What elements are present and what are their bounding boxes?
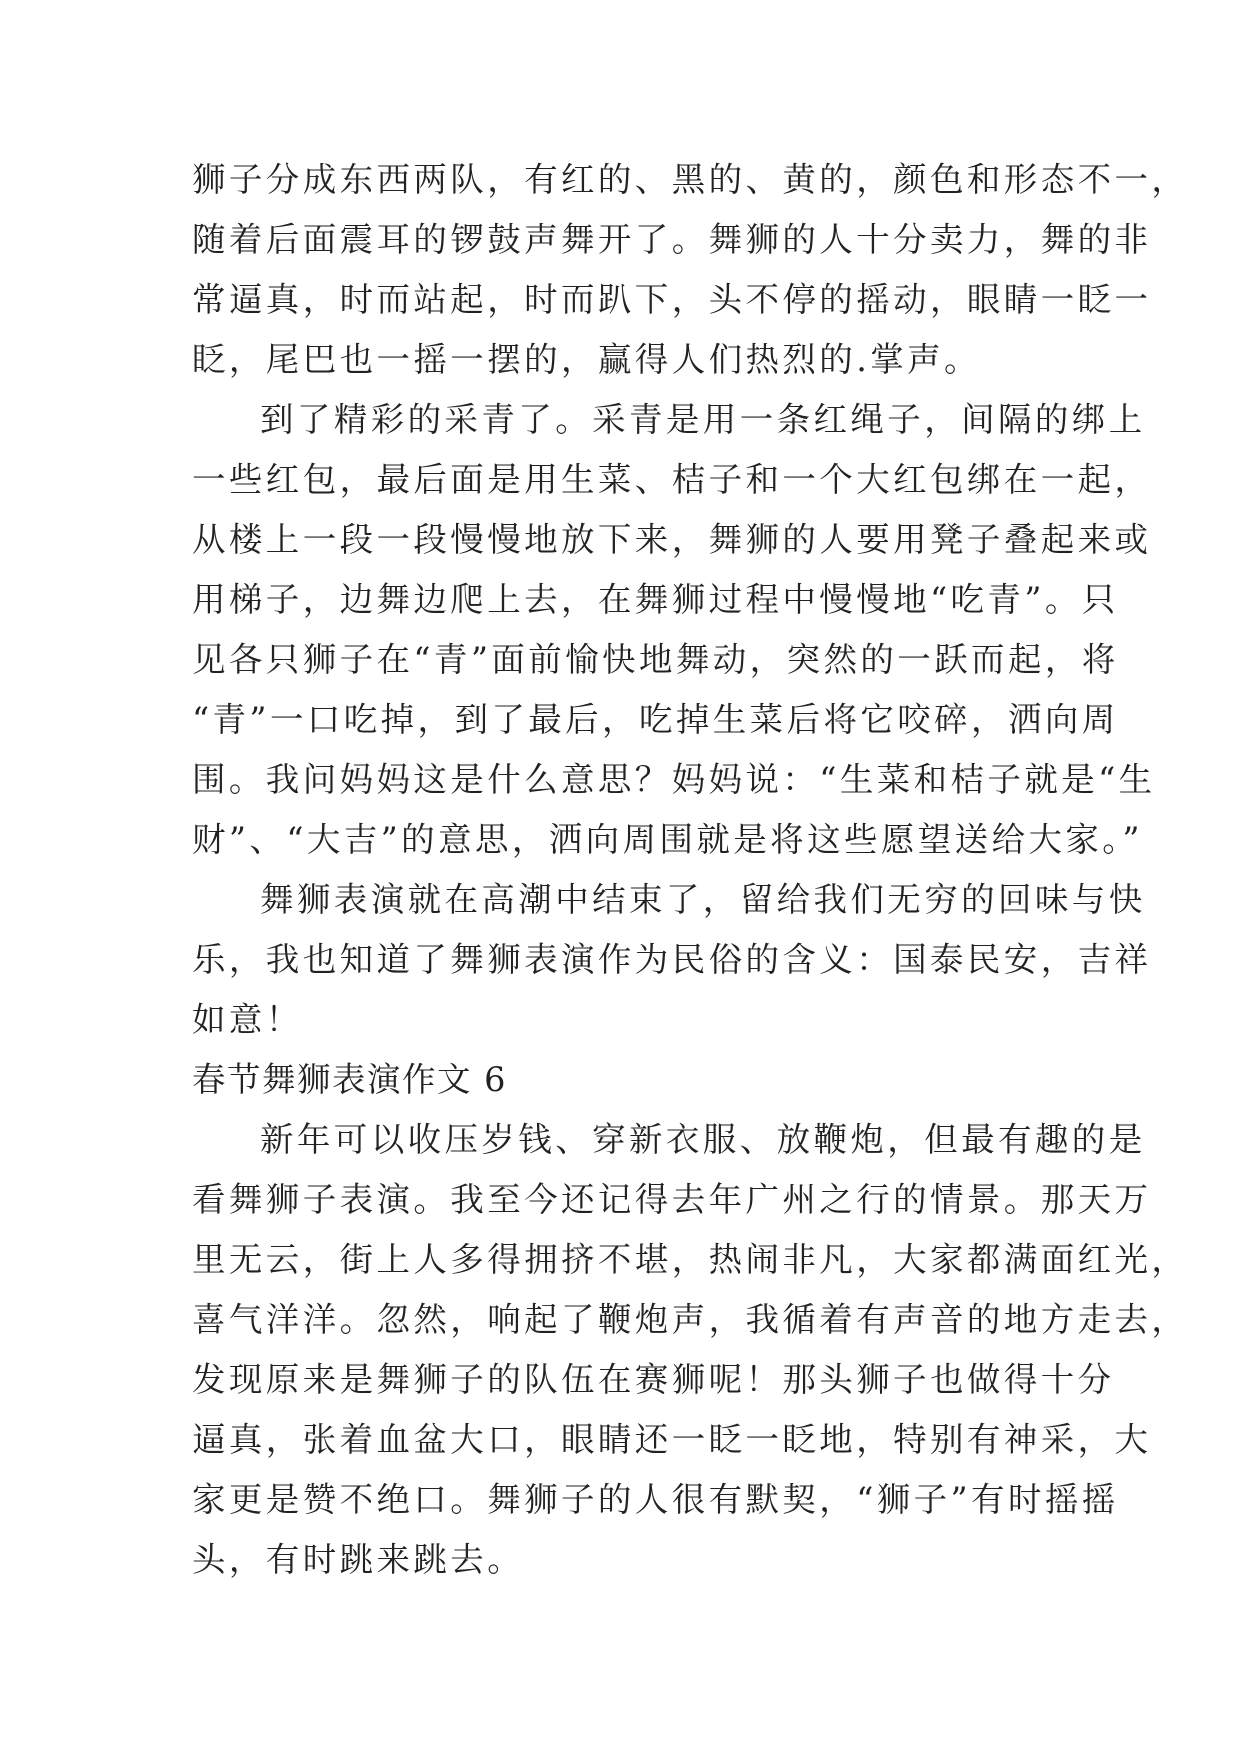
text-line-11: 围。我问妈妈这是什么意思？妈妈说：“生菜和桔子就是“生 xyxy=(192,760,1156,799)
text-line-1: 狮子分成东西两队，有红的、黑的、黄的，颜色和形态不一， xyxy=(192,160,1189,199)
text-line-17: 新年可以收压岁钱、穿新衣服、放鞭炮，但最有趣的是 xyxy=(260,1120,1146,1159)
text-line-23: 家更是赞不绝口。舞狮子的人很有默契，“狮子”有时摇摇 xyxy=(192,1480,1119,1519)
text-line-7: 从楼上一段一段慢慢地放下来，舞狮的人要用凳子叠起来或 xyxy=(192,520,1152,559)
text-line-2: 随着后面震耳的锣鼓声舞开了。舞狮的人十分卖力，舞的非 xyxy=(192,220,1152,259)
section-heading: 春节舞狮表演作文 6 xyxy=(192,1060,507,1099)
text-line-10: “青”一口吃掉，到了最后，吃掉生菜后将它咬碎，洒向周 xyxy=(192,700,1119,739)
text-line-6: 一些红包，最后面是用生菜、桔子和一个大红包绑在一起， xyxy=(192,460,1152,499)
text-line-20: 喜气洋洋。忽然，响起了鞭炮声，我循着有声音的地方走去， xyxy=(192,1300,1189,1339)
text-line-21: 发现原来是舞狮子的队伍在赛狮呢！那头狮子也做得十分 xyxy=(192,1360,1115,1399)
text-line-5: 到了精彩的采青了。采青是用一条红绳子，间隔的绑上 xyxy=(260,400,1146,439)
text-line-14: 乐，我也知道了舞狮表演作为民俗的含义：国泰民安，吉祥 xyxy=(192,940,1152,979)
text-line-19: 里无云，街上人多得拥挤不堪，热闹非凡，大家都满面红光， xyxy=(192,1240,1189,1279)
document-body xyxy=(192,150,1189,1590)
text-line-15: 如意！ xyxy=(192,1000,303,1039)
text-line-22: 逼真，张着血盆大口，眼睛还一眨一眨地，特别有神采，大 xyxy=(192,1420,1152,1459)
text-line-9: 见各只狮子在“青”面前愉快地舞动，突然的一跃而起，将 xyxy=(192,640,1119,679)
text-line-24: 头，有时跳来跳去。 xyxy=(192,1540,525,1579)
text-line-13: 舞狮表演就在高潮中结束了，留给我们无穷的回味与快 xyxy=(260,880,1146,919)
text-line-8: 用梯子，边舞边爬上去，在舞狮过程中慢慢地“吃青”。只 xyxy=(192,580,1119,619)
text-line-12: 财”、“大吉”的意思，洒向周围就是将这些愿望送给大家。” xyxy=(192,820,1143,859)
text-line-3: 常逼真，时而站起，时而趴下，头不停的摇动，眼睛一眨一 xyxy=(192,280,1152,319)
text-line-4: 眨，尾巴也一摇一摆的，赢得人们热烈的.掌声。 xyxy=(192,340,981,379)
text-line-18: 看舞狮子表演。我至今还记得去年广州之行的情景。那天万 xyxy=(192,1180,1152,1219)
